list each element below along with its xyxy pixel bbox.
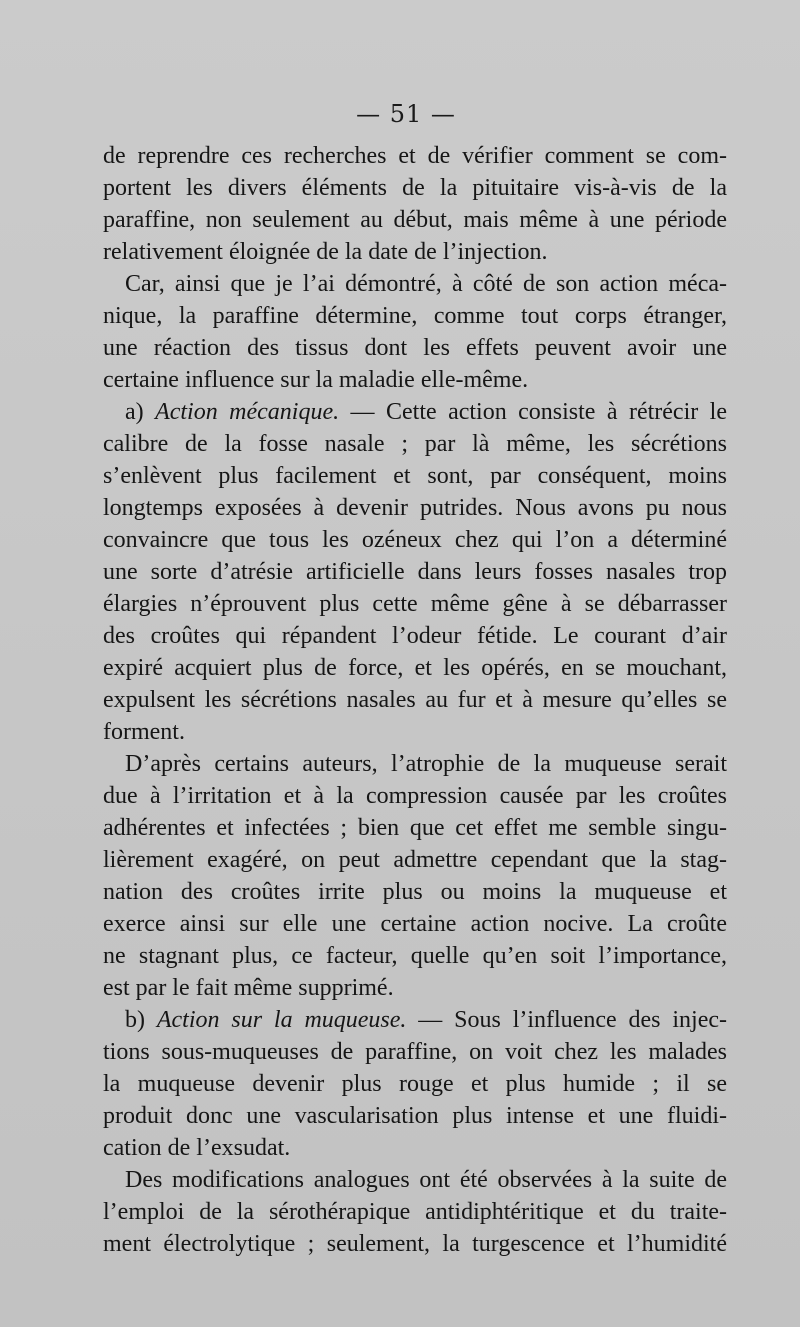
paragraph-6 xyxy=(103,1164,727,1260)
text-line: l’emploi de la sérothérapique antidiphtéritique et du traite- xyxy=(103,1199,727,1225)
paragraph-action-muqueuse xyxy=(103,1004,727,1164)
text-line: s’enlèvent plus facilement et sont, par conséquent, moins xyxy=(103,463,727,489)
text-line: cation de l’exsudat. xyxy=(103,1135,291,1161)
paragraph-2 xyxy=(103,268,727,396)
text-line: des croûtes qui répandent l’odeur fétide. Le courant d’air xyxy=(103,623,727,649)
page-number: — 51 — xyxy=(356,100,456,128)
text-line: due à l’irritation et à la compression causée par les croûtes xyxy=(103,783,727,809)
text-line: ne stagnant plus, ce facteur, quelle qu’en soit l’importance, xyxy=(103,943,727,969)
text-line: une réaction des tissus dont les effets peuvent avoir une xyxy=(103,335,727,361)
text-line: D’après certains auteurs, l’atrophie de la muqueuse serait xyxy=(125,751,727,777)
paragraph-1 xyxy=(103,140,727,268)
text-line: calibre de la fosse nasale ; par là même, les sécrétions xyxy=(103,431,727,457)
text-line: relativement éloignée de la date de l’injection. xyxy=(103,239,548,265)
text-line: Des modifications analogues ont été observées à la suite de xyxy=(125,1167,727,1193)
text-line: exerce ainsi sur elle une certaine action nocive. La croûte xyxy=(103,911,727,937)
text-line: convaincre que tous les ozéneux chez qui l’on a déterminé xyxy=(103,527,727,553)
text-line: produit donc une vascularisation plus intense et une fluidi- xyxy=(103,1103,727,1129)
text-line: nique, la paraffine détermine, comme tout corps étranger, xyxy=(103,303,727,329)
text-line: portent les divers éléments de la pituitaire vis-à-vis de la xyxy=(103,175,727,201)
text-line: paraffine, non seulement au début, mais même à une période xyxy=(103,207,727,233)
section-letter: a) xyxy=(125,399,156,425)
text-line: adhérentes et infectées ; bien que cet effet me semble singu- xyxy=(103,815,727,841)
text-line: forment. xyxy=(103,719,185,745)
paragraph-4 xyxy=(103,748,727,1004)
section-heading: Action sur la muqueuse. xyxy=(156,1007,407,1033)
text-run: — Cette action consiste à rétrécir le xyxy=(339,399,727,425)
text-line: longtemps exposées à devenir putrides. Nous avons pu nous xyxy=(103,495,727,521)
text-line: expiré acquiert plus de force, et les opérés, en se mouchant, xyxy=(103,655,727,681)
text-line: la muqueuse devenir plus rouge et plus humide ; il se xyxy=(103,1071,727,1097)
text-line: tions sous-muqueuses de paraffine, on voit chez les malades xyxy=(103,1039,727,1065)
section-letter: b) xyxy=(125,1007,157,1033)
text-run: — Sous l’influence des injec- xyxy=(406,1007,727,1033)
text-line xyxy=(103,1004,727,1036)
text-line: nation des croûtes irrite plus ou moins la muqueuse et xyxy=(103,879,727,905)
text-line: certaine influence sur la maladie elle-même. xyxy=(103,367,529,393)
body-text xyxy=(103,140,727,1260)
text-line: ment électrolytique ; seulement, la turgescence et l’humidité xyxy=(103,1231,727,1257)
text-line xyxy=(103,396,727,428)
text-line: est par le fait même supprimé. xyxy=(103,975,394,1001)
text-line: expulsent les sécrétions nasales au fur et à mesure qu’elles se xyxy=(103,687,727,713)
text-line: lièrement exagéré, on peut admettre cependant que la stag- xyxy=(103,847,727,873)
section-heading: Action mécanique. xyxy=(155,399,340,425)
text-line: Car, ainsi que je l’ai démontré, à côté de son action méca- xyxy=(125,271,727,297)
paragraph-action-mecanique xyxy=(103,396,727,748)
text-line: élargies n’éprouvent plus cette même gêne à se débarrasser xyxy=(103,591,727,617)
text-line: une sorte d’atrésie artificielle dans leurs fosses nasales trop xyxy=(103,559,727,585)
text-line: de reprendre ces recherches et de vérifier comment se com- xyxy=(103,143,727,169)
